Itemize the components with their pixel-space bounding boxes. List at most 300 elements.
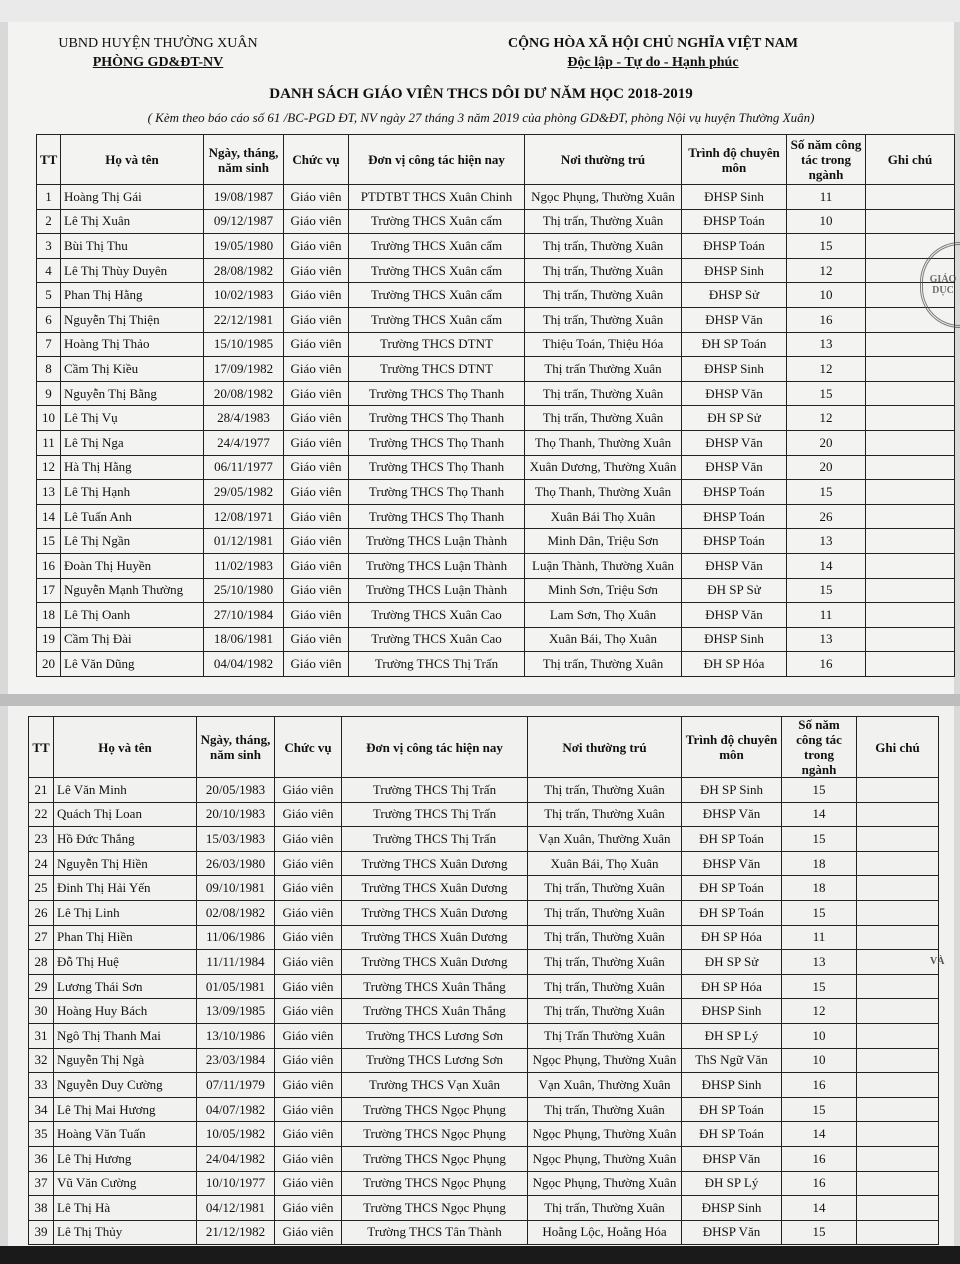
cell-col-note bbox=[866, 406, 955, 431]
cell-col-tt: 28 bbox=[29, 950, 54, 975]
header-col-residence: Nơi thường trú bbox=[528, 717, 682, 778]
cell-col-years: 20 bbox=[787, 430, 866, 455]
cell-col-qualification: ĐH SP Toán bbox=[682, 1097, 782, 1122]
cell-col-dob: 28/4/1983 bbox=[204, 406, 284, 431]
cell-col-name: Lê Thị Hà bbox=[54, 1196, 197, 1221]
cell-col-position: Giáo viên bbox=[275, 851, 342, 876]
cell-col-name: Hoàng Huy Bách bbox=[54, 999, 197, 1024]
cell-col-unit: Trường THCS Xuân Dương bbox=[342, 950, 528, 975]
cell-col-unit: Trường THCS Luận Thành bbox=[349, 529, 525, 554]
cell-col-name: Cầm Thị Kiều bbox=[61, 357, 204, 382]
cell-col-residence: Minh Sơn, Triệu Sơn bbox=[525, 578, 682, 603]
table-row bbox=[37, 504, 955, 529]
cell-col-tt: 14 bbox=[37, 504, 61, 529]
cell-col-years: 14 bbox=[787, 553, 866, 578]
cell-col-name: Lê Thị Thủy bbox=[54, 1220, 197, 1245]
cell-col-residence: Ngọc Phụng, Thường Xuân bbox=[528, 1171, 682, 1196]
cell-col-residence: Luận Thành, Thường Xuân bbox=[525, 553, 682, 578]
cell-col-qualification: ĐH SP Toán bbox=[682, 876, 782, 901]
header-col-unit: Đơn vị công tác hiện nay bbox=[349, 135, 525, 185]
cell-col-note bbox=[857, 1048, 939, 1073]
cell-col-unit: Trường THCS Xuân cẩm bbox=[349, 283, 525, 308]
cell-col-tt: 15 bbox=[37, 529, 61, 554]
cell-col-name: Ngô Thị Thanh Mai bbox=[54, 1023, 197, 1048]
cell-col-name: Nguyễn Thị Ngà bbox=[54, 1048, 197, 1073]
cell-col-tt: 1 bbox=[37, 185, 61, 210]
cell-col-note bbox=[866, 357, 955, 382]
table-row bbox=[29, 974, 939, 999]
table-header-row bbox=[29, 717, 939, 778]
cell-col-qualification: ThS Ngữ Văn bbox=[682, 1048, 782, 1073]
cell-col-qualification: ĐH SP Toán bbox=[682, 332, 787, 357]
table-row bbox=[37, 480, 955, 505]
cell-col-tt: 13 bbox=[37, 480, 61, 505]
cell-col-tt: 17 bbox=[37, 578, 61, 603]
cell-col-note bbox=[857, 1073, 939, 1098]
cell-col-tt: 4 bbox=[37, 258, 61, 283]
cell-col-residence: Vạn Xuân, Thường Xuân bbox=[528, 1073, 682, 1098]
cell-col-note bbox=[866, 480, 955, 505]
cell-col-position: Giáo viên bbox=[275, 925, 342, 950]
table-row bbox=[29, 802, 939, 827]
table-header-row bbox=[37, 135, 955, 185]
cell-col-unit: Trường THCS Thọ Thanh bbox=[349, 406, 525, 431]
cell-col-years: 14 bbox=[782, 1196, 857, 1221]
cell-col-residence: Thị trấn, Thường Xuân bbox=[525, 406, 682, 431]
cell-col-dob: 11/11/1984 bbox=[197, 950, 275, 975]
cell-col-unit: Trường THCS Thị Trấn bbox=[342, 802, 528, 827]
cell-col-unit: Trường THCS Vạn Xuân bbox=[342, 1073, 528, 1098]
cell-col-years: 15 bbox=[787, 480, 866, 505]
table-row bbox=[29, 1171, 939, 1196]
cell-col-unit: PTDTBT THCS Xuân Chinh bbox=[349, 185, 525, 210]
cell-col-name: Lê Thị Oanh bbox=[61, 603, 204, 628]
cell-col-name: Lê Tuấn Anh bbox=[61, 504, 204, 529]
table-row bbox=[29, 778, 939, 803]
cell-col-name: Bùi Thị Thu bbox=[61, 234, 204, 259]
header-col-dob: Ngày, tháng, năm sinh bbox=[204, 135, 284, 185]
cell-col-position: Giáo viên bbox=[275, 1122, 342, 1147]
cell-col-dob: 04/12/1981 bbox=[197, 1196, 275, 1221]
cell-col-unit: Trường THCS Xuân cẩm bbox=[349, 234, 525, 259]
teacher-table-2 bbox=[28, 716, 939, 1245]
cell-col-tt: 2 bbox=[37, 209, 61, 234]
cell-col-years: 13 bbox=[787, 529, 866, 554]
cell-col-residence: Thị trấn, Thường Xuân bbox=[528, 999, 682, 1024]
cell-col-name: Nguyễn Mạnh Thường bbox=[61, 578, 204, 603]
cell-col-qualification: ĐHSP Văn bbox=[682, 603, 787, 628]
cell-col-position: Giáo viên bbox=[284, 455, 349, 480]
cell-col-residence: Thị trấn, Thường Xuân bbox=[528, 876, 682, 901]
page-gap bbox=[0, 694, 960, 706]
header-col-residence: Nơi thường trú bbox=[525, 135, 682, 185]
cell-col-tt: 5 bbox=[37, 283, 61, 308]
cell-col-unit: Trường THCS DTNT bbox=[349, 357, 525, 382]
cell-col-note bbox=[866, 332, 955, 357]
cell-col-name: Phan Thị Hằng bbox=[61, 283, 204, 308]
cell-col-dob: 15/10/1985 bbox=[204, 332, 284, 357]
motto: Độc lập - Tự do - Hạnh phúc bbox=[567, 55, 739, 70]
document-page-1 bbox=[8, 22, 957, 694]
cell-col-position: Giáo viên bbox=[284, 381, 349, 406]
cell-col-position: Giáo viên bbox=[275, 1171, 342, 1196]
cell-col-qualification: ĐHSP Toán bbox=[682, 529, 787, 554]
cell-col-qualification: ĐHSP Văn bbox=[682, 455, 787, 480]
cell-col-position: Giáo viên bbox=[275, 1146, 342, 1171]
cell-col-tt: 25 bbox=[29, 876, 54, 901]
cell-col-name: Đoàn Thị Huyền bbox=[61, 553, 204, 578]
cell-col-name: Lương Thái Sơn bbox=[54, 974, 197, 999]
cell-col-dob: 11/06/1986 bbox=[197, 925, 275, 950]
cell-col-unit: Trường THCS Xuân Dương bbox=[342, 925, 528, 950]
cell-col-note bbox=[866, 578, 955, 603]
cell-col-qualification: ĐHSP Sinh bbox=[682, 357, 787, 382]
cell-col-position: Giáo viên bbox=[275, 950, 342, 975]
cell-col-position: Giáo viên bbox=[275, 802, 342, 827]
cell-col-position: Giáo viên bbox=[284, 258, 349, 283]
table-row bbox=[29, 1023, 939, 1048]
cell-col-name: Lê Thị Mai Hương bbox=[54, 1097, 197, 1122]
cell-col-dob: 04/04/1982 bbox=[204, 652, 284, 677]
cell-col-note bbox=[857, 950, 939, 975]
cell-col-dob: 17/09/1982 bbox=[204, 357, 284, 382]
cell-col-note bbox=[857, 827, 939, 852]
table-row bbox=[29, 1220, 939, 1245]
cell-col-residence: Thị trấn, Thường Xuân bbox=[525, 283, 682, 308]
cell-col-dob: 09/12/1987 bbox=[204, 209, 284, 234]
table-row bbox=[37, 578, 955, 603]
document-page-2 bbox=[8, 706, 954, 1246]
cell-col-position: Giáo viên bbox=[275, 974, 342, 999]
cell-col-tt: 31 bbox=[29, 1023, 54, 1048]
cell-col-note bbox=[857, 851, 939, 876]
cell-col-years: 11 bbox=[787, 185, 866, 210]
cell-col-position: Giáo viên bbox=[284, 627, 349, 652]
cell-col-dob: 18/06/1981 bbox=[204, 627, 284, 652]
cell-col-position: Giáo viên bbox=[275, 999, 342, 1024]
cell-col-dob: 11/02/1983 bbox=[204, 553, 284, 578]
cell-col-qualification: ĐH SP Sử bbox=[682, 406, 787, 431]
cell-col-unit: Trường THCS Lương Sơn bbox=[342, 1048, 528, 1073]
cell-col-dob: 24/4/1977 bbox=[204, 430, 284, 455]
cell-col-note bbox=[866, 185, 955, 210]
cell-col-unit: Trường THCS Luận Thành bbox=[349, 578, 525, 603]
cell-col-years: 26 bbox=[787, 504, 866, 529]
cell-col-qualification: ĐHSP Sinh bbox=[682, 999, 782, 1024]
table-row bbox=[37, 381, 955, 406]
cell-col-unit: Trường THCS Lương Sơn bbox=[342, 1023, 528, 1048]
cell-col-position: Giáo viên bbox=[284, 307, 349, 332]
cell-col-dob: 23/03/1984 bbox=[197, 1048, 275, 1073]
header-col-tt: TT bbox=[29, 717, 54, 778]
table-row bbox=[37, 553, 955, 578]
cell-col-qualification: ĐHSP Sinh bbox=[682, 1073, 782, 1098]
cell-col-qualification: ĐHSP Sinh bbox=[682, 627, 787, 652]
cell-col-residence: Ngọc Phụng, Thường Xuân bbox=[528, 1146, 682, 1171]
table-row bbox=[37, 332, 955, 357]
table-row bbox=[29, 1146, 939, 1171]
cell-col-name: Lê Văn Minh bbox=[54, 778, 197, 803]
cell-col-dob: 19/08/1987 bbox=[204, 185, 284, 210]
cell-col-tt: 22 bbox=[29, 802, 54, 827]
cell-col-dob: 28/08/1982 bbox=[204, 258, 284, 283]
cell-col-dob: 27/10/1984 bbox=[204, 603, 284, 628]
table-row bbox=[29, 950, 939, 975]
cell-col-qualification: ĐHSP Toán bbox=[682, 480, 787, 505]
cell-col-name: Đỗ Thị Huệ bbox=[54, 950, 197, 975]
cell-col-unit: Trường THCS Xuân cẩm bbox=[349, 209, 525, 234]
cell-col-residence: Thị trấn, Thường Xuân bbox=[525, 234, 682, 259]
table-row bbox=[29, 876, 939, 901]
cell-col-residence: Xuân Bái, Thọ Xuân bbox=[528, 851, 682, 876]
cell-col-qualification: ĐHSP Sinh bbox=[682, 1196, 782, 1221]
cell-col-position: Giáo viên bbox=[275, 1097, 342, 1122]
header-col-name: Họ và tên bbox=[61, 135, 204, 185]
document-title: DANH SÁCH GIÁO VIÊN THCS DÔI DƯ NĂM HỌC 2018-2019 bbox=[269, 86, 693, 102]
cell-col-tt: 37 bbox=[29, 1171, 54, 1196]
cell-col-name: Lê Thị Linh bbox=[54, 900, 197, 925]
cell-col-position: Giáo viên bbox=[284, 406, 349, 431]
header-col-years: Số năm công tác trong ngành bbox=[782, 717, 857, 778]
cell-col-note bbox=[866, 627, 955, 652]
cell-col-years: 18 bbox=[782, 851, 857, 876]
table-row bbox=[37, 430, 955, 455]
cell-col-name: Hoàng Thị Thảo bbox=[61, 332, 204, 357]
cell-col-name: Nguyễn Thị Bằng bbox=[61, 381, 204, 406]
cell-col-dob: 19/05/1980 bbox=[204, 234, 284, 259]
agency-name: UBND HUYỆN THƯỜNG XUÂN bbox=[58, 36, 258, 51]
cell-col-dob: 21/12/1982 bbox=[197, 1220, 275, 1245]
cell-col-qualification: ĐH SP Toán bbox=[682, 827, 782, 852]
table-row bbox=[29, 851, 939, 876]
cell-col-tt: 16 bbox=[37, 553, 61, 578]
cell-col-tt: 11 bbox=[37, 430, 61, 455]
cell-col-residence: Thị trấn, Thường Xuân bbox=[528, 1196, 682, 1221]
cell-col-unit: Trường THCS Luận Thành bbox=[349, 553, 525, 578]
cell-col-years: 12 bbox=[787, 258, 866, 283]
cell-col-qualification: ĐHSP Văn bbox=[682, 430, 787, 455]
cell-col-note bbox=[866, 652, 955, 677]
table-row bbox=[29, 827, 939, 852]
cell-col-tt: 21 bbox=[29, 778, 54, 803]
cell-col-name: Phan Thị Hiền bbox=[54, 925, 197, 950]
cell-col-note bbox=[866, 603, 955, 628]
cell-col-years: 12 bbox=[787, 357, 866, 382]
cell-col-unit: Trường THCS Thọ Thanh bbox=[349, 504, 525, 529]
cell-col-position: Giáo viên bbox=[284, 603, 349, 628]
cell-col-qualification: ĐHSP Văn bbox=[682, 802, 782, 827]
cell-col-name: Vũ Văn Cường bbox=[54, 1171, 197, 1196]
cell-col-residence: Ngọc Phụng, Thường Xuân bbox=[525, 185, 682, 210]
cell-col-name: Nguyễn Thị Hiền bbox=[54, 851, 197, 876]
cell-col-note bbox=[857, 1023, 939, 1048]
cell-col-position: Giáo viên bbox=[275, 1073, 342, 1098]
cell-col-years: 15 bbox=[782, 900, 857, 925]
cell-col-qualification: ĐHSP Văn bbox=[682, 851, 782, 876]
cell-col-position: Giáo viên bbox=[275, 827, 342, 852]
cell-col-position: Giáo viên bbox=[284, 234, 349, 259]
cell-col-residence: Thọ Thanh, Thường Xuân bbox=[525, 430, 682, 455]
cell-col-name: Lê Văn Dũng bbox=[61, 652, 204, 677]
cell-col-tt: 23 bbox=[29, 827, 54, 852]
table-row bbox=[37, 234, 955, 259]
cell-col-unit: Trường THCS Thọ Thanh bbox=[349, 455, 525, 480]
cell-col-years: 16 bbox=[787, 652, 866, 677]
cell-col-dob: 26/03/1980 bbox=[197, 851, 275, 876]
cell-col-dob: 06/11/1977 bbox=[204, 455, 284, 480]
cell-col-qualification: ĐHSP Toán bbox=[682, 234, 787, 259]
cell-col-note bbox=[857, 1146, 939, 1171]
table-row bbox=[37, 283, 955, 308]
table-row bbox=[29, 1196, 939, 1221]
table-row bbox=[37, 529, 955, 554]
cell-col-note bbox=[866, 504, 955, 529]
table-row bbox=[29, 925, 939, 950]
cell-col-unit: Trường THCS DTNT bbox=[349, 332, 525, 357]
table-row bbox=[29, 1073, 939, 1098]
cell-col-years: 14 bbox=[782, 1122, 857, 1147]
cell-col-qualification: ĐH SP Toán bbox=[682, 900, 782, 925]
cell-col-residence: Thị trấn, Thường Xuân bbox=[528, 802, 682, 827]
cell-col-name: Lê Thị Xuân bbox=[61, 209, 204, 234]
cell-col-unit: Trường THCS Xuân Dương bbox=[342, 876, 528, 901]
cell-col-position: Giáo viên bbox=[284, 430, 349, 455]
cell-col-note bbox=[866, 529, 955, 554]
cell-col-note bbox=[857, 1097, 939, 1122]
cell-col-tt: 36 bbox=[29, 1146, 54, 1171]
cell-col-qualification: ĐH SP Hóa bbox=[682, 974, 782, 999]
cell-col-unit: Trường THCS Xuân Thắng bbox=[342, 999, 528, 1024]
top-bar bbox=[0, 0, 960, 22]
cell-col-residence: Hoằng Lộc, Hoằng Hóa bbox=[528, 1220, 682, 1245]
official-stamp: GIÁO DỤC bbox=[920, 242, 960, 328]
document-subtitle: ( Kèm theo báo cáo số 61 /BC-PGD ĐT, NV ngày 27 tháng 3 năm 2019 của phòng GD&ĐT, phòng Nội vụ huyện Thường Xuân) bbox=[147, 110, 815, 125]
cell-col-unit: Trường THCS Ngọc Phụng bbox=[342, 1196, 528, 1221]
cell-col-years: 10 bbox=[782, 1023, 857, 1048]
cell-col-name: Lê Thị Vụ bbox=[61, 406, 204, 431]
cell-col-dob: 01/12/1981 bbox=[204, 529, 284, 554]
cell-col-unit: Trường THCS Xuân Dương bbox=[342, 900, 528, 925]
header-col-years: Số năm công tác trong ngành bbox=[787, 135, 866, 185]
cell-col-dob: 13/10/1986 bbox=[197, 1023, 275, 1048]
cell-col-position: Giáo viên bbox=[284, 578, 349, 603]
cell-col-qualification: ĐH SP Sinh bbox=[682, 778, 782, 803]
cell-col-name: Hoàng Thị Gái bbox=[61, 185, 204, 210]
cell-col-tt: 6 bbox=[37, 307, 61, 332]
cell-col-tt: 29 bbox=[29, 974, 54, 999]
cell-col-qualification: ĐH SP Toán bbox=[682, 1122, 782, 1147]
cell-col-residence: Xuân Bái, Thọ Xuân bbox=[525, 627, 682, 652]
cell-col-years: 13 bbox=[782, 950, 857, 975]
cell-col-tt: 3 bbox=[37, 234, 61, 259]
header-col-name: Họ và tên bbox=[54, 717, 197, 778]
stamp-fragment: VÀ bbox=[930, 956, 945, 967]
cell-col-years: 12 bbox=[787, 406, 866, 431]
header-col-dob: Ngày, tháng, năm sinh bbox=[197, 717, 275, 778]
cell-col-unit: Trường THCS Ngọc Phụng bbox=[342, 1146, 528, 1171]
cell-col-years: 10 bbox=[787, 209, 866, 234]
header-col-note: Ghi chú bbox=[866, 135, 955, 185]
cell-col-name: Lê Thị Hạnh bbox=[61, 480, 204, 505]
cell-col-qualification: ĐH SP Lý bbox=[682, 1171, 782, 1196]
cell-col-unit: Trường THCS Xuân Cao bbox=[349, 603, 525, 628]
cell-col-position: Giáo viên bbox=[284, 553, 349, 578]
cell-col-position: Giáo viên bbox=[284, 185, 349, 210]
cell-col-position: Giáo viên bbox=[284, 357, 349, 382]
cell-col-unit: Trường THCS Xuân cẩm bbox=[349, 307, 525, 332]
cell-col-qualification: ĐH SP Hóa bbox=[682, 925, 782, 950]
cell-col-years: 11 bbox=[787, 603, 866, 628]
cell-col-unit: Trường THCS Ngọc Phụng bbox=[342, 1171, 528, 1196]
cell-col-residence: Thị trấn, Thường Xuân bbox=[525, 652, 682, 677]
cell-col-qualification: ĐH SP Sử bbox=[682, 950, 782, 975]
cell-col-note bbox=[857, 1171, 939, 1196]
cell-col-qualification: ĐH SP Sử bbox=[682, 578, 787, 603]
table-row bbox=[37, 357, 955, 382]
cell-col-years: 18 bbox=[782, 876, 857, 901]
cell-col-years: 16 bbox=[782, 1073, 857, 1098]
table-row bbox=[37, 406, 955, 431]
cell-col-dob: 02/08/1982 bbox=[197, 900, 275, 925]
cell-col-unit: Trường THCS Thọ Thanh bbox=[349, 381, 525, 406]
cell-col-tt: 34 bbox=[29, 1097, 54, 1122]
cell-col-unit: Trường THCS Xuân Dương bbox=[342, 851, 528, 876]
cell-col-name: Lê Thị Thùy Duyên bbox=[61, 258, 204, 283]
cell-col-tt: 10 bbox=[37, 406, 61, 431]
cell-col-years: 11 bbox=[782, 925, 857, 950]
cell-col-residence: Thị trấn, Thường Xuân bbox=[525, 209, 682, 234]
cell-col-qualification: ĐHSP Văn bbox=[682, 1146, 782, 1171]
cell-col-qualification: ĐHSP Toán bbox=[682, 504, 787, 529]
cell-col-residence: Thị trấn, Thường Xuân bbox=[525, 258, 682, 283]
cell-col-residence: Ngọc Phụng, Thường Xuân bbox=[528, 1122, 682, 1147]
cell-col-name: Nguyễn Duy Cường bbox=[54, 1073, 197, 1098]
cell-col-note bbox=[866, 381, 955, 406]
cell-col-years: 15 bbox=[787, 234, 866, 259]
cell-col-years: 15 bbox=[782, 1097, 857, 1122]
cell-col-unit: Trường THCS Ngọc Phụng bbox=[342, 1122, 528, 1147]
cell-col-tt: 12 bbox=[37, 455, 61, 480]
cell-col-position: Giáo viên bbox=[275, 900, 342, 925]
cell-col-residence: Thị trấn, Thường Xuân bbox=[528, 974, 682, 999]
cell-col-years: 14 bbox=[782, 802, 857, 827]
cell-col-tt: 32 bbox=[29, 1048, 54, 1073]
cell-col-years: 15 bbox=[787, 381, 866, 406]
cell-col-tt: 26 bbox=[29, 900, 54, 925]
cell-col-residence: Ngọc Phụng, Thường Xuân bbox=[528, 1048, 682, 1073]
cell-col-tt: 9 bbox=[37, 381, 61, 406]
cell-col-unit: Trường THCS Thị Trấn bbox=[342, 778, 528, 803]
cell-col-position: Giáo viên bbox=[284, 332, 349, 357]
cell-col-unit: Trường THCS Thị Trấn bbox=[349, 652, 525, 677]
cell-col-dob: 20/05/1983 bbox=[197, 778, 275, 803]
cell-col-note bbox=[866, 455, 955, 480]
cell-col-tt: 7 bbox=[37, 332, 61, 357]
cell-col-qualification: ĐH SP Hóa bbox=[682, 652, 787, 677]
cell-col-dob: 07/11/1979 bbox=[197, 1073, 275, 1098]
cell-col-residence: Minh Dân, Triệu Sơn bbox=[525, 529, 682, 554]
cell-col-tt: 24 bbox=[29, 851, 54, 876]
cell-col-note bbox=[866, 553, 955, 578]
cell-col-note bbox=[857, 802, 939, 827]
table-row bbox=[37, 209, 955, 234]
cell-col-note bbox=[857, 900, 939, 925]
cell-col-note bbox=[857, 1220, 939, 1245]
cell-col-dob: 24/04/1982 bbox=[197, 1146, 275, 1171]
cell-col-position: Giáo viên bbox=[284, 480, 349, 505]
cell-col-unit: Trường THCS Thọ Thanh bbox=[349, 430, 525, 455]
cell-col-dob: 13/09/1985 bbox=[197, 999, 275, 1024]
